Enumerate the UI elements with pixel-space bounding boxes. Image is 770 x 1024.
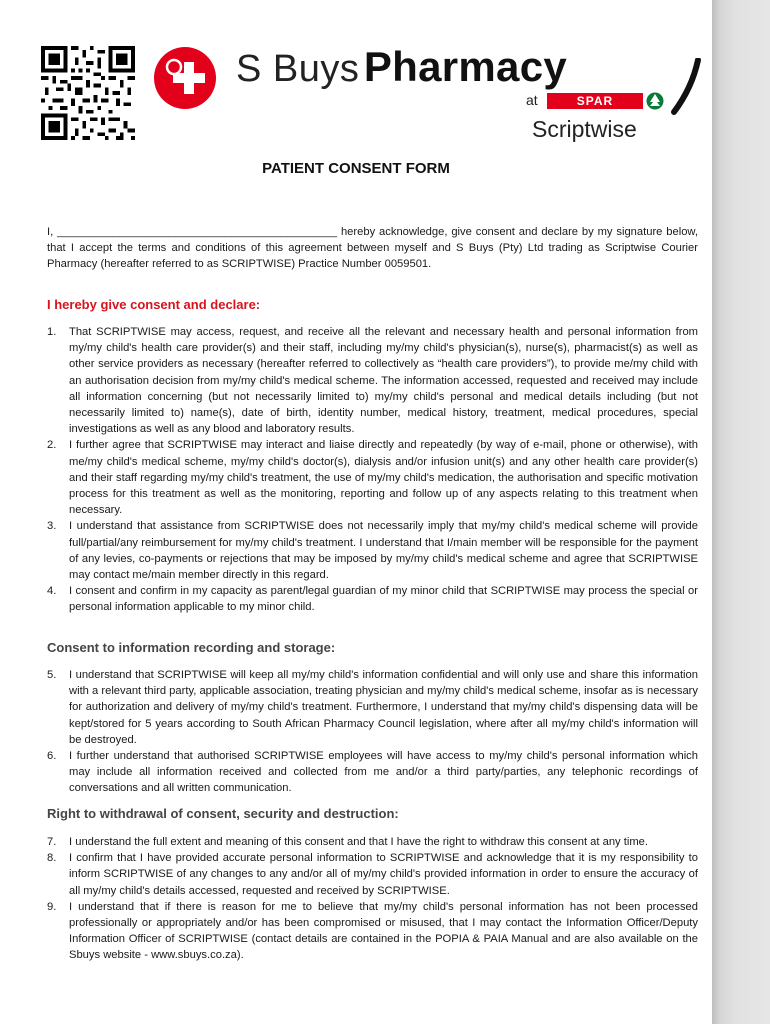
- qr-code-icon: [38, 46, 138, 140]
- spar-logo: SPAR: [547, 93, 643, 109]
- section-heading-storage: Consent to information recording and storage:: [47, 640, 336, 655]
- list-item: [47, 748, 698, 797]
- pharmacy-logo-icon: [153, 46, 217, 110]
- page-side-margin: [712, 0, 770, 1024]
- item-text: I understand that if there is reason for me to believe that my/my child's personal information has not been processed professionally or appropriately and/or has been compromised or misused, that I may contact the Information Officer/Deputy Information Officer of SCRIPTWISE (contact details are contained in the POPIA & PAIA Manual and are also available on the Sbuys website - www.sbuys.co.za).: [69, 900, 698, 962]
- item-number: 9.: [47, 900, 57, 913]
- item-number: 5.: [47, 669, 57, 681]
- list-item: [47, 324, 698, 437]
- brand-swoosh: [668, 58, 708, 116]
- item-text: I consent and confirm in my capacity as parent/legal guardian of my minor child that SCRIPTWISE may process the special or personal information applicable to my minor child.: [69, 585, 698, 614]
- item-number: 8.: [47, 852, 57, 865]
- list-item: [47, 899, 698, 964]
- item-number: 3.: [47, 520, 57, 533]
- brand-main: Pharmacy: [363, 43, 568, 90]
- item-text: I understand that assistance from SCRIPTWISE does not necessarily imply that my/my child's medical scheme will provide full/partial/any reimbursement for my/my child's treatment. I understand that I/main member will be responsible for the payment of any levies, co-payments or rejections that may be imposed by my/my child's medical scheme and agree that SCRIPTWISE may contact me/main member directly in this regard.: [69, 520, 698, 582]
- scriptwise-label: Scriptwise: [532, 116, 637, 142]
- brand-prefix: S Buys: [236, 48, 360, 90]
- item-text: I understand that SCRIPTWISE will keep all my/my child's information confidential and will only use and share this information with a relevant third party, applicable association, treating physician and my/my child's medical scheme, insofar as is necessary for authorization and delivery of my/my child's treatment. Furthermore, I understand that my/my child's dispensing data will be kept/stored for 5 years according to South African Pharmacy Council legislation, where after all my/my child's information will be destroyed.: [69, 669, 698, 746]
- section-heading-consent: I hereby give consent and declare:: [47, 297, 261, 312]
- spar-tree-icon: [646, 91, 664, 111]
- consent-clauses: [47, 324, 698, 616]
- item-text: I confirm that I have provided accurate personal information to SCRIPTWISE and acknowledge that it is my responsibility to inform SCRIPTWISE of any changes to any and/or all of my/my child's provided information in order to ensure the accuracy of all my/my child's details accessed, requested and received by SCRIPTWISE.: [69, 852, 698, 897]
- list-item: [47, 437, 698, 518]
- item-text: I further understand that authorised SCRIPTWISE employees will have access to my/my child's personal information which may include all information received and collected from me and/or a third party/parties, any telephonic recordings of conversations and all written communication.: [69, 750, 698, 795]
- withdrawal-clauses: [47, 834, 698, 964]
- page-title: PATIENT CONSENT FORM: [262, 160, 450, 177]
- brand-name: [236, 42, 567, 92]
- item-number: 6.: [47, 750, 57, 763]
- section-heading-withdrawal: Right to withdrawal of consent, security and destruction:: [47, 806, 399, 821]
- list-item: [47, 850, 698, 899]
- list-item: [47, 583, 698, 615]
- item-text: That SCRIPTWISE may access, request, and receive all the relevant and necessary health and personal information from my/my child's health care provider(s) and their staff, including my/my child's physician(s), nurse(s), pharmacist(s) as well as other service providers as necessary (hereafter referred to collectively as “health care providers”), to provide me/my child with an authorisation decision from my/my child's medical scheme. The information accessed, requested and received may include all information concerning (but not necessarily limited to) my/my child's personal and medical details including (but not necessarily limited to) name(s), date of birth, identity number, medical history, treatment, medical procedures, special investigations as well as any blood and laboratory results.: [69, 326, 698, 436]
- list-item: [47, 518, 698, 583]
- list-item: [47, 834, 698, 850]
- intro-paragraph: I, _____________________________________________ hereby acknowledge, give consent and declare by my signature below, that I accept the terms and conditions of this agreement between myself and S Buys (Pty) Ltd trading as Scriptwise Courier Pharmacy (hereafter referred to as SCRIPTWISE) Practice Number 0059501.: [47, 226, 698, 270]
- item-number: 1.: [47, 326, 57, 338]
- item-number: 4.: [47, 585, 57, 598]
- storage-clauses: [47, 667, 698, 797]
- list-item: [47, 667, 698, 748]
- item-text: I understand the full extent and meaning of this consent and that I have the right to withdraw this consent at any time.: [69, 836, 648, 848]
- item-number: 7.: [47, 836, 57, 848]
- at-label: at: [526, 92, 538, 108]
- item-text: I further agree that SCRIPTWISE may interact and liaise directly and repeatedly (by way of e-mail, phone or otherwise), with me/my child's medical scheme, my/my child's doctor(s), dialysis and/or infusion unit(s) and any other health care provider(s) and their staff regarding my/my child's treatment, the use of my/my child's medication, the authorisation and specific motivation process for this treatment as well as the monitoring, reporting and follow up of any aspects relating to this treatment when necessary.: [69, 439, 698, 517]
- item-number: 2.: [47, 439, 57, 452]
